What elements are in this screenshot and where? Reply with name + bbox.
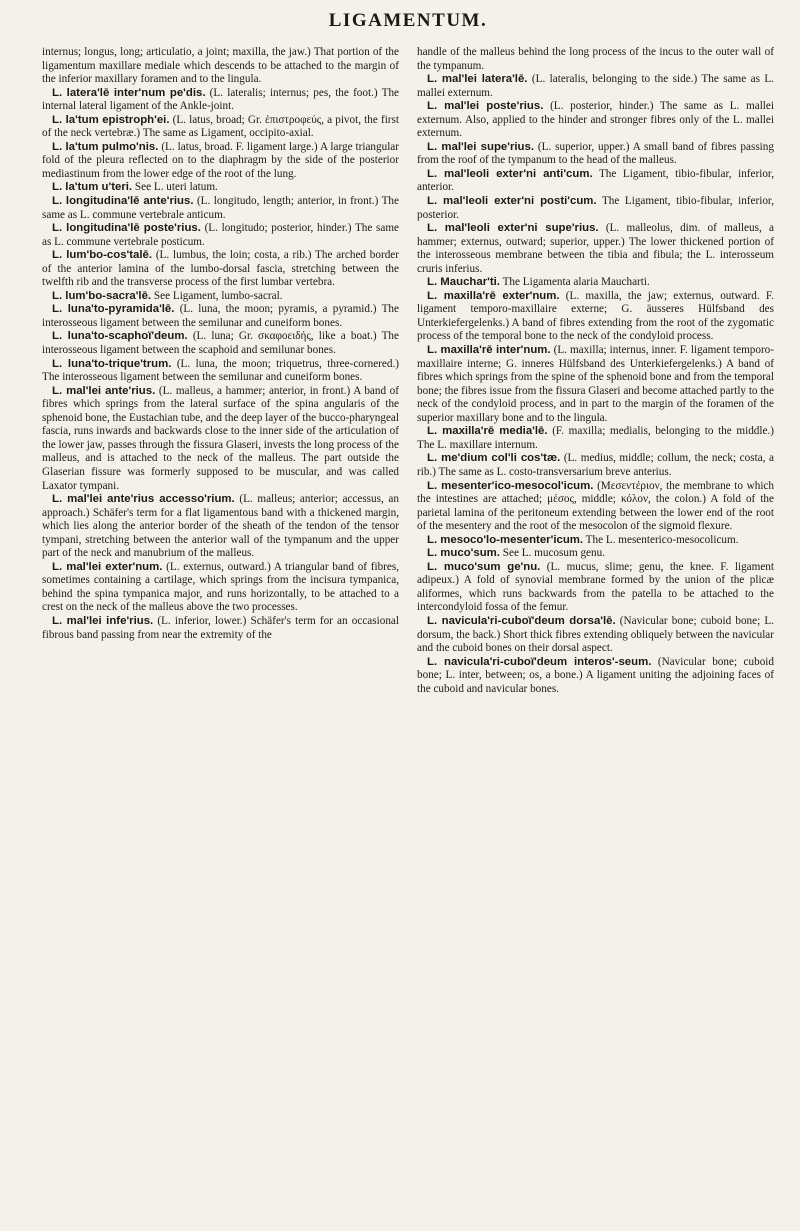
entry-definition: (L. inferior, lower.) Schäfer's term for an occasional fibrous band passing from near the extremity of the <box>42 614 399 641</box>
dictionary-entry <box>42 249 399 290</box>
entry-headword: L. luna'to-pyramida'lē. <box>52 303 175 316</box>
dictionary-entry <box>42 561 399 615</box>
entry-headword: L. mal'leoli exter'ni anti'cum. <box>427 167 593 180</box>
entry-definition: (L. malleolus, dim. of malleus, a hammer; externus, outward; superior, upper.) The lower thickened portion of the interosseous membrane between the tibia and fibula; the L. interosseum cruris inferius. <box>417 222 774 275</box>
dictionary-entry <box>42 181 399 195</box>
entry-definition: (L. longitudo; posterior, hinder.) The same as L. commune vertebrale posticum. <box>42 222 399 248</box>
dictionary-entry <box>42 303 399 330</box>
entry-headword: L. longitudina'lē poste'rius. <box>52 222 201 235</box>
entry-headword: L. la'tum epistroph'ei. <box>52 113 170 126</box>
entry-definition: internus; longus, long; articulatio, a joint; maxilla, the jaw.) That portion of the ligamentum maxillare mediale which descends to be attached to the margin of the inferior maxillary foramen and to the lingula. <box>42 46 399 86</box>
dictionary-entry <box>417 480 774 534</box>
entry-definition: See Ligament, lumbo-sacral. <box>151 289 283 302</box>
dictionary-entry <box>417 534 774 548</box>
entry-definition: (L. malleus, a hammer; anterior, in front.) A band of fibres which springs from the lateral surface of the spina angularis of the sphenoid bone, the Eustachian tube, and the deep layer of the bucco-pharyngeal fascia, runs inwards and backwards close to the inner side of the articulation of the lower jaw, passes through the fissura Glaseri, invests the long process of the malleus, and is attached to the neck of the malleus. The part outside the Glaserian fissure was formerly supposed to be muscular, and was called Laxator tympani. <box>42 384 400 492</box>
entry-definition: (L. externus, outward.) A triangular band of fibres, sometimes containing a cartilage, which springs from the incisura tympanica, behind the spina tympanica major, and runs horizontally, to be attached to a crest on the neck of the malleus above the two processes. <box>42 560 400 614</box>
entry-headword: L. navicula'ri-cuboï'deum interos'-seum. <box>427 655 652 668</box>
dictionary-entry <box>417 276 774 290</box>
dictionary-entry <box>417 168 774 195</box>
dictionary-entry <box>417 425 774 452</box>
entry-definition: (L. lateralis, belonging to the side.) The same as L. mallei externum. <box>417 73 774 99</box>
entry-definition: (L. lateralis; internus; pes, the foot.) The internal lateral ligament of the Ankle-joint. <box>42 86 399 113</box>
dictionary-entry <box>417 73 774 100</box>
entry-definition: (L. malleus; anterior; accessus, an approach.) Schäfer's term for a flat ligamentous band with a thickened margin, which lies along the anterior border of the sheath of the tendon of the tensor tympani, stretching between the anterior wall of the tympanum and the upper part of the neck and manubrium of the malleus. <box>42 493 399 560</box>
dictionary-entry <box>417 656 774 697</box>
dictionary-entry <box>42 290 399 304</box>
entry-definition: (L. lumbus, the loin; costa, a rib.) The arched border of the anterior lamina of the lumbo-dorsal fascia, stretching between the twelfth rib and the transverse process of the first lumbar vertebra. <box>42 249 399 289</box>
entry-headword: L. mal'lei exter'num. <box>52 560 163 573</box>
dictionary-entry <box>42 141 399 182</box>
dictionary-entry <box>42 87 399 114</box>
entry-definition: (L. luna, the moon; triquetrus, three-cornered.) The interosseous ligament between the semilunar and cuneiform bones. <box>42 357 399 384</box>
dictionary-entry <box>42 195 399 222</box>
dictionary-entry <box>417 100 774 141</box>
entry-headword: L. mal'lei ante'rius. <box>52 384 156 397</box>
entry-definition: The Ligament, tibio-fibular, inferior, posterior. <box>417 195 774 221</box>
entry-definition: (L. superior, upper.) A small band of fibres passing from the roof of the tympanum to the head of the malleus. <box>417 140 774 167</box>
entry-definition: (L. medius, middle; collum, the neck; costa, a rib.) The same as L. costo-transversarium breve anterius. <box>417 452 774 478</box>
dictionary-entry <box>42 493 399 561</box>
entry-headword: L. mesoco'lo-mesenter'icum. <box>427 533 584 546</box>
entry-headword: L. mal'lei supe'rius. <box>427 140 534 153</box>
entry-definition: (Navicular bone; cuboid bone; L. inter, between; os, a bone.) A ligament uniting the adjoining faces of the cuboid and navicular bones. <box>417 655 774 695</box>
entry-definition: See L. mucosum genu. <box>499 547 605 560</box>
dictionary-entry <box>417 561 774 615</box>
entry-definition: The Ligament, tibio-fibular, inferior, anterior. <box>417 167 774 194</box>
entry-headword: L. la'tum u'teri. <box>52 181 133 194</box>
text-columns <box>42 46 774 696</box>
entry-headword: L. muco'sum. <box>427 547 500 560</box>
entry-headword: L. mal'leoli exter'ni posti'cum. <box>427 195 597 208</box>
entry-definition: (L. luna; Gr. σκαφοειδής, like a boat.) The interosseous ligament between the scaphoid and semilunar bones. <box>42 330 399 357</box>
dictionary-entry <box>417 452 774 479</box>
entry-headword: L. mal'lei infe'rius. <box>52 614 154 627</box>
right-column <box>417 46 774 696</box>
entry-headword: L. me'dium col'li cos'tæ. <box>427 452 561 465</box>
entry-headword: L. mal'lei ante'rius accesso'rium. <box>52 493 235 506</box>
dictionary-entry <box>42 385 399 493</box>
dictionary-entry <box>42 358 399 385</box>
entry-definition: The Ligamenta alaria Maucharti. <box>499 276 650 289</box>
entry-definition: (L. posterior, hinder.) The same as L. mallei externum. Also, applied to the hinder and stronger fibres only of the L. mallei externum. <box>417 100 774 140</box>
dictionary-entry <box>417 547 774 561</box>
entry-definition: (F. maxilla; medialis, belonging to the middle.) The L. maxillare internum. <box>417 425 774 451</box>
page-header: LIGAMENTUM. <box>328 10 488 31</box>
entry-definition: (L. longitudo, length; anterior, in front.) The same as L. commune vertebrale anticum. <box>42 195 399 221</box>
entry-headword: L. lum'bo-sacra'lē. <box>52 289 152 302</box>
entry-definition: The L. mesenterico-mesocolicum. <box>583 533 739 546</box>
dictionary-entry <box>42 615 399 642</box>
dictionary-entry <box>417 141 774 168</box>
entry-headword: L. luna'to-scaphoï'deum. <box>52 330 188 343</box>
entry-headword: L. muco'sum ge'nu. <box>427 560 541 573</box>
entry-headword: L. latera'lē inter'num pe'dis. <box>52 86 206 99</box>
entry-definition: See L. uteri latum. <box>132 181 218 194</box>
entry-definition: (L. maxilla, the jaw; externus, outward. F. ligament temporo-maxillaire externe; G. äusseres Hülfsband des Unterkiefergelenks.) A band of fibres extending from the root of the zygomatic process of the temporal bone to the neck of the condyloid process. <box>417 289 774 343</box>
dictionary-entry <box>417 195 774 222</box>
entry-definition: (Navicular bone; cuboid bone; L. dorsum, the back.) Short thick fibres extending obliquely between the navicular and the cuboid bones on their dorsal aspect. <box>417 614 774 655</box>
dictionary-entry <box>42 46 399 87</box>
dictionary-entry <box>417 46 774 73</box>
entry-definition: (L. maxilla; internus, inner. F. ligament temporo-maxillaire interne; G. inneres Hülfsband des Unterkiefergelenks.) A band of fibres which springs from the spine of the sphenoid bone and from the temporal bone; the fibres issue from the fissura Glaseri and become attached partly to the neck of the condyloid process, and in part to the margin of the foramen of the superior maxillary bone and to the lingula. <box>417 344 774 424</box>
entry-headword: L. navicula'ri-cuboï'deum dorsa'lē. <box>427 614 616 627</box>
entry-headword: L. mal'leoli exter'ni supe'rius. <box>427 222 599 235</box>
entry-definition: handle of the malleus behind the long process of the incus to the outer wall of the tympanum. <box>417 46 774 72</box>
entry-definition: (L. latus, broad; Gr. ἐπιστροφεύς, a pivot, the first of the neck vertebræ.) The same as Ligament, occipito-axial. <box>42 113 399 140</box>
entry-headword: L. luna'to-trique'trum. <box>52 357 172 370</box>
entry-definition: (L. luna, the moon; pyramis, a pyramid.) The interosseous ligament between the semilunar and cuneiform bones. <box>42 303 399 329</box>
dictionary-entry <box>417 615 774 656</box>
entry-headword: L. longitudina'lē ante'rius. <box>52 195 194 208</box>
entry-definition: (L. latus, broad. F. ligament large.) A large triangular fold of the pleura reflected on to the diaphragm by the side of the posterior mediastinum from the lower edge of the root of the lung. <box>42 140 399 180</box>
entry-headword: L. mesenter'ico-mesocol'icum. <box>427 479 594 492</box>
dictionary-entry <box>417 290 774 344</box>
dictionary-entry <box>42 330 399 357</box>
dictionary-entry <box>417 344 774 425</box>
entry-headword: L. lum'bo-cos'talē. <box>52 249 153 262</box>
entry-headword: L. la'tum pulmo'nis. <box>52 140 159 153</box>
entry-headword: L. maxilla'rē exter'num. <box>427 289 560 302</box>
entry-definition: (Μεσεντέριον, the membrane to which the intestines are attached; μέσος, middle; κόλον, the colon.) A fold of the parietal lamina of the peritoneum extending between the lower end of the root of the mesentery and the root of the mesocolon of the sigmoid flexure. <box>417 479 774 533</box>
dictionary-entry <box>42 114 399 141</box>
dictionary-entry <box>42 222 399 249</box>
left-column <box>42 46 399 696</box>
entry-headword: L. Mauchar'ti. <box>427 276 500 289</box>
entry-headword: L. maxilla'rē media'lē. <box>427 425 548 438</box>
dictionary-entry <box>417 222 774 276</box>
entry-headword: L. maxilla'rē inter'num. <box>427 344 551 357</box>
entry-definition: (L. mucus, slime; genu, the knee. F. ligament adipeux.) A fold of synovial membrane formed by the union of the plicæ aliformes, which runs backwards from the patella to be attached to the intercondyloid fossa of the femur. <box>417 560 774 614</box>
entry-headword: L. mal'lei poste'rius. <box>427 100 544 113</box>
entry-headword: L. mal'lei latera'lē. <box>427 73 528 86</box>
